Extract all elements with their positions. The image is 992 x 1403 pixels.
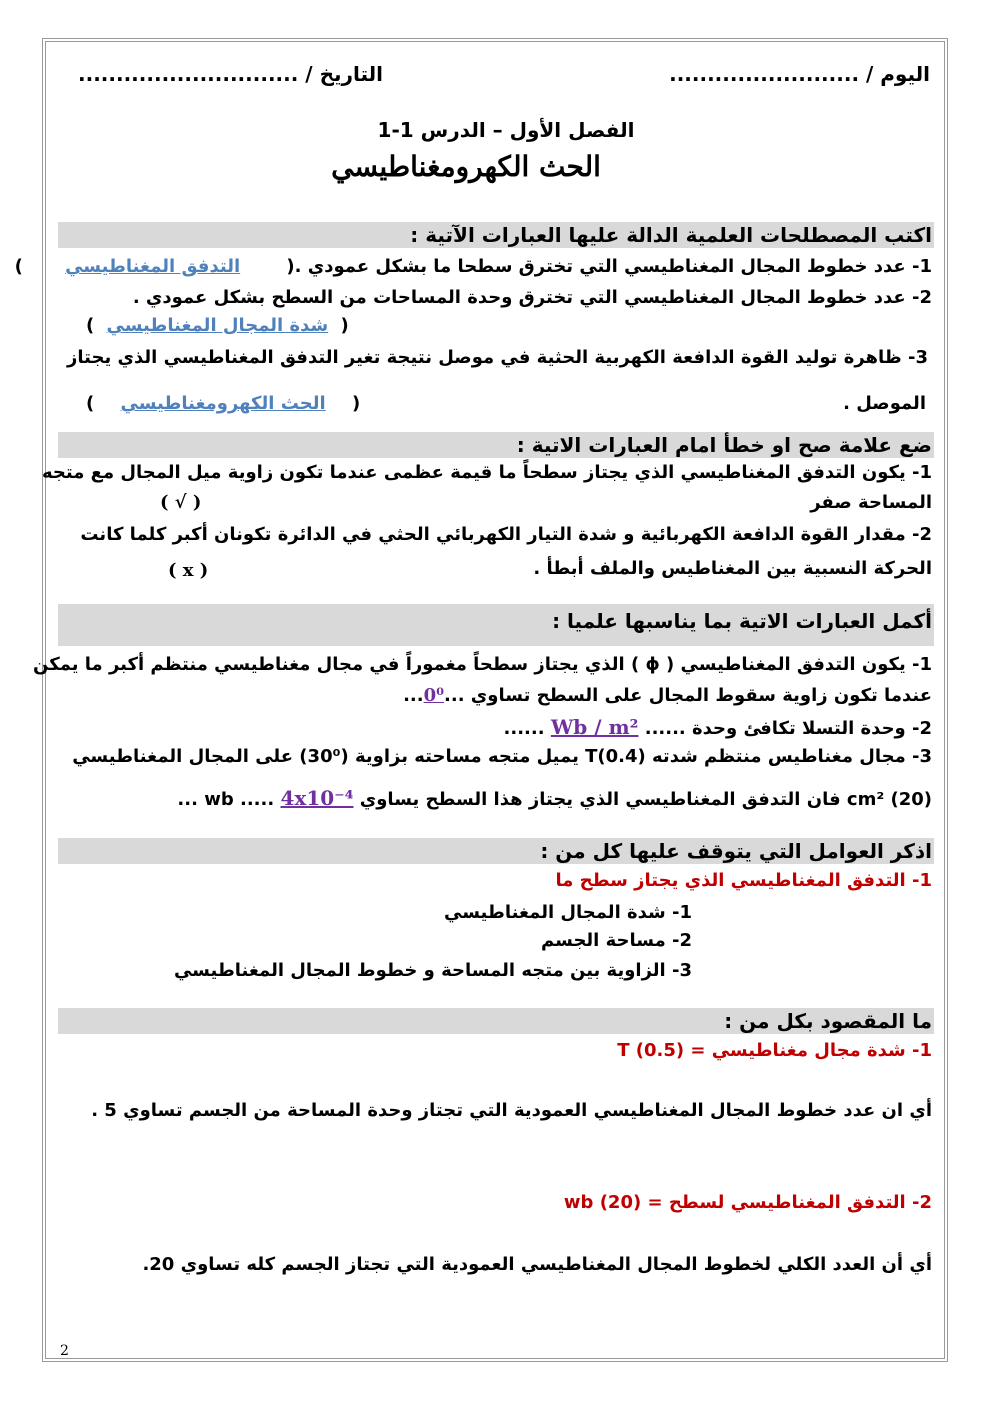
s1-q2-answer-line: ( شدة المجال المغناطيسي ) xyxy=(86,315,349,336)
s1-q1-answer: التدفق المغناطيسي xyxy=(65,256,241,277)
s5-q2-title: 2- التدفق المغناطيسي لسطح = wb (20) xyxy=(563,1192,932,1213)
section4-heading: اذكر العوامل التي يتوقف عليها كل من : xyxy=(58,838,934,864)
page-title: الحث الكهرومغناطيسي xyxy=(331,150,601,183)
s1-q2: 2- عدد خطوط المجال المغناطيسي التي تخترق وحدة المساحات من السطح بشكل عمودي . xyxy=(132,287,932,308)
s3-q3-line1: 3- مجال مغناطيس منتظم شدته T(0.4) يميل متجه مساحته بزاوية (30⁰) على المجال المغناطيسي xyxy=(72,746,932,767)
s3-q2: 2- وحدة التسلا تكافئ وحدة ...... Wb / m² ...... xyxy=(503,715,932,739)
chapter-label: الفصل الأول – الدرس 1-1 xyxy=(377,118,635,142)
s1-q3-answer-line: ( الحث الكهرومغناطيسي ) xyxy=(86,393,361,414)
s5-q2-answer: أي أن العدد الكلي لخطوط المجال المغناطيسي العمودية التي تجتاز الجسم كله تساوي 20. xyxy=(142,1254,932,1275)
s4-factor-2: 2- مساحة الجسم xyxy=(541,930,692,951)
s2-q1-line2: المساحة صفر xyxy=(810,492,932,513)
s4-item-title: 1- التدفق المغناطيسي الذي يجتاز سطح ما xyxy=(555,870,932,891)
section1-heading: اكتب المصطلحات العلمية الدالة عليها العبارات الآتية : xyxy=(58,222,934,248)
s1-q3-line2: الموصل . xyxy=(843,393,926,414)
s3-q2-answer: Wb / m² xyxy=(550,715,639,739)
s1-q3-answer: الحث الكهرومغناطيسي xyxy=(120,393,326,414)
s2-q2-line2: الحركة النسبية بين المغناطيس والملف أبطأ . xyxy=(533,558,932,579)
s4-factor-3: 3- الزاوية بين متجه المساحة و خطوط المجال المغناطيسي xyxy=(173,960,692,981)
day-field: اليوم / ......................... xyxy=(669,62,930,86)
page-number: 2 xyxy=(60,1343,69,1359)
s5-q1-answer: أي ان عدد خطوط المجال المغناطيسي العمودية التي تجتاز وحدة المساحة من الجسم تساوي 5 . xyxy=(91,1100,932,1121)
section5-heading: ما المقصود بكل من : xyxy=(58,1008,934,1034)
section2-heading: ضع علامة صح او خطأ امام العبارات الاتية : xyxy=(58,432,934,458)
s5-q1-title: 1- شدة مجال مغناطيسي = T (0.5) xyxy=(617,1040,932,1061)
section3-heading: أكمل العبارات الاتية بما يناسبها علميا : xyxy=(58,604,934,646)
s2-q1-answer: ( √ ) xyxy=(160,492,202,513)
s3-q1-line2: عندما تكون زاوية سقوط المجال على السطح تساوي ...0⁰... xyxy=(403,685,932,706)
s1-q2-answer: شدة المجال المغناطيسي xyxy=(106,315,329,336)
s3-q3-answer: 4x10⁻⁴ xyxy=(280,786,354,810)
s2-q2-line1: 2- مقدار القوة الدافعة الكهربائية و شدة التيار الكهربائي الحثي في الدائرة تكونان أكبر كلما كانت xyxy=(80,524,932,545)
s3-q1-answer: 0⁰ xyxy=(423,685,445,706)
s3-q3-line2: cm² (20) فان التدفق المغناطيسي الذي يجتاز هذا السطح يساوي wb ..... 4x10⁻⁴ ... xyxy=(177,786,932,810)
s1-q3: 3- ظاهرة توليد القوة الدافعة الكهربية الحثية في موصل نتيجة تغير التدفق المغناطيسي الذي يجتاز xyxy=(67,347,928,368)
s2-q1-line1: 1- يكون التدفق المغناطيسي الذي يجتاز سطحاً ما قيمة عظمى عندما تكون زاوية ميل المجال مع متجه xyxy=(42,462,932,483)
date-field: التاريخ / ............................. xyxy=(78,62,384,86)
s1-q1: 1- عدد خطوط المجال المغناطيسي التي تخترق سطحا ما بشكل عمودي .( التدفق المغناطيسي ) xyxy=(14,256,932,277)
s2-q2-answer: ( x ) xyxy=(168,560,209,581)
s3-q1-line1: 1- يكون التدفق المغناطيسي ( ϕ ) الذي يجتاز سطحاً مغموراً في مجال مغناطيسي منتظم أكبر ما يمكن xyxy=(33,654,932,675)
s4-factor-1: 1- شدة المجال المغناطيسي xyxy=(444,902,692,923)
